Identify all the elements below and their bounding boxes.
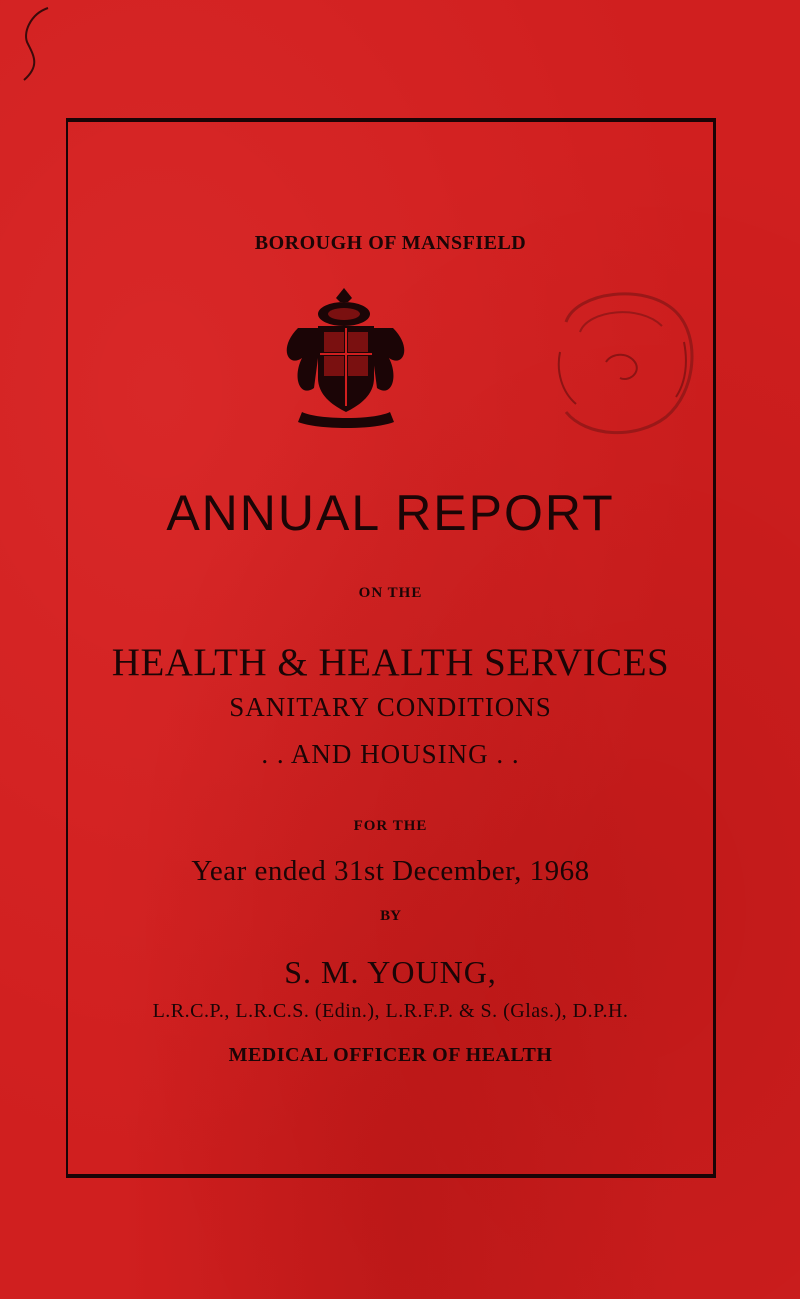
corner-pencil-mark-icon [10, 4, 50, 84]
seal-stamp-icon [536, 282, 706, 442]
author-qualifications: L.R.C.P., L.R.C.S. (Edin.), L.R.F.P. & S. (Glas.), D.P.H. [152, 1000, 629, 1022]
by-label: BY [380, 908, 401, 924]
on-the-label: ON THE [358, 585, 423, 601]
report-title: ANNUAL REPORT [166, 485, 615, 541]
author-position: MEDICAL OFFICER OF HEALTH [228, 1044, 553, 1066]
borough-heading: BOROUGH OF MANSFIELD [254, 232, 527, 254]
subject-line-2: SANITARY CONDITIONS [229, 692, 552, 722]
subject-line-1: HEALTH & HEALTH SERVICES [111, 641, 670, 684]
author-name: S. M. YOUNG, [284, 954, 497, 990]
subject-line-3: . . AND HOUSING . . [261, 739, 520, 769]
report-period: Year ended 31st December, 1968 [191, 855, 590, 887]
coat-of-arms-icon [278, 288, 413, 433]
cover-frame [66, 118, 716, 1178]
for-the-label: FOR THE [353, 818, 428, 834]
